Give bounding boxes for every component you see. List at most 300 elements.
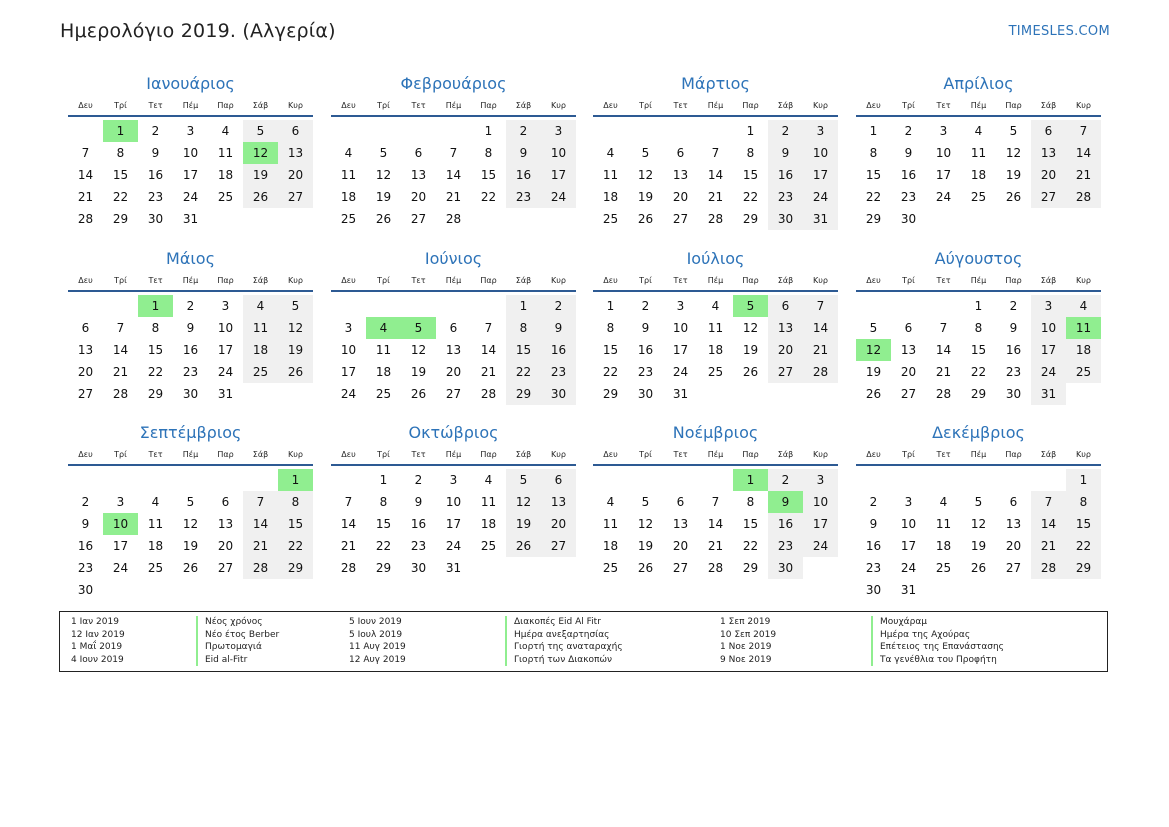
day-cell: 27 [77,387,94,401]
weekday-header [856,448,1101,466]
day-cell: 11 [243,317,278,339]
weekday-header [856,274,1101,292]
day-cell: 12 [410,343,427,357]
day-cell: 12 [742,321,759,335]
weekday-label: Τρί [114,101,127,110]
day-cell: 19 [865,365,882,379]
holiday-name: Μουχάραμ [871,616,927,629]
day-cell: 7 [116,321,125,335]
day-cell: 9 [904,146,913,160]
day-grid [331,120,576,230]
day-cell: 26 [742,365,759,379]
day-cell: 12 [182,517,199,531]
day-cell: 14 [112,343,129,357]
month-title: Μάρτιος [681,74,750,93]
month-title: Φεβρουάριος [400,74,507,93]
weekday-label: Κυρ [551,450,566,459]
day-cell: 18 [375,365,392,379]
day-cell: 24 [803,186,838,208]
day-cell: 13 [445,343,462,357]
day-cell: 11 [217,146,234,160]
weekday-header [856,99,1101,117]
day-cell: 17 [935,168,952,182]
day-cell: 25 [602,561,619,575]
day-cell: 25 [480,539,497,553]
day-cell: 24 [182,190,199,204]
weekday-label: Δευ [78,101,93,110]
day-cell: 20 [77,365,94,379]
empty-cell [593,469,628,491]
day-cell: 13 [672,168,689,182]
day-cell: 15 [742,168,759,182]
empty-cell [891,469,926,491]
day-cell: 22 [112,190,129,204]
day-cell: 24 [217,365,234,379]
day-cell: 10 [340,343,357,357]
day-cell: 2 [1009,299,1018,313]
day-cell: 5 [1009,124,1018,138]
day-cell: 8 [278,491,313,513]
weekday-label: Τετ [148,450,163,459]
holiday-date: 5 Ιουν 2019 [349,617,402,627]
day-grid [68,469,313,601]
empty-cell [436,295,471,317]
day-cell: 21 [707,190,724,204]
day-cell: 21 [243,535,278,557]
day-cell: 26 [1005,190,1022,204]
day-cell: 8 [379,495,388,509]
weekday-label: Κυρ [1076,101,1091,110]
day-cell: 3 [904,495,913,509]
day-cell: 28 [243,557,278,579]
day-cell: 9 [768,142,803,164]
holiday-day: 11 [1066,317,1101,339]
day-cell: 27 [672,212,689,226]
day-cell: 18 [217,168,234,182]
day-cell: 8 [484,146,493,160]
day-cell: 15 [147,343,164,357]
holiday-date: 1 Μαΐ 2019 [71,642,123,652]
weekday-label: Κυρ [813,450,828,459]
weekday-label: Τετ [936,450,951,459]
day-cell: 4 [606,146,615,160]
day-cell: 16 [768,164,803,186]
day-grid [856,120,1101,230]
weekday-label: Τρί [377,450,390,459]
month-calendar [856,248,1101,405]
day-cell: 19 [742,343,759,357]
day-cell: 11 [602,168,619,182]
day-cell: 20 [900,365,917,379]
day-cell: 14 [243,513,278,535]
month-calendar [68,73,313,230]
empty-cell [401,295,436,317]
day-cell: 3 [939,124,948,138]
weekday-header [593,99,838,117]
day-cell: 15 [506,339,541,361]
day-cell: 31 [900,583,917,597]
day-cell: 29 [602,387,619,401]
day-cell: 3 [1031,295,1066,317]
day-cell: 26 [637,561,654,575]
weekday-label: Πέμ [445,101,462,110]
day-cell: 17 [672,343,689,357]
day-cell: 24 [541,186,576,208]
day-cell: 14 [707,168,724,182]
day-cell: 27 [672,561,689,575]
holiday-day: 5 [401,317,436,339]
site-link[interactable]: TIMESLES.COM [1008,24,1110,39]
day-cell: 9 [869,517,878,531]
day-cell: 29 [970,387,987,401]
day-grid [593,120,838,230]
day-cell: 8 [1066,491,1101,513]
day-cell: 28 [707,561,724,575]
holiday-day: 5 [733,295,768,317]
day-cell: 28 [480,387,497,401]
day-cell: 15 [1066,513,1101,535]
day-cell: 29 [742,212,759,226]
day-cell: 21 [480,365,497,379]
day-cell: 18 [147,539,164,553]
day-cell: 14 [707,517,724,531]
day-cell: 24 [1031,361,1066,383]
empty-cell [366,295,401,317]
empty-cell [1031,469,1066,491]
weekday-label: Σάβ [1040,276,1057,285]
day-cell: 13 [278,142,313,164]
day-cell: 12 [970,517,987,531]
weekday-label: Τετ [148,276,163,285]
day-cell: 20 [672,539,689,553]
empty-cell [68,120,103,142]
weekday-label: Κυρ [1076,276,1091,285]
day-cell: 14 [77,168,94,182]
month-title: Νοέμβριος [672,423,759,442]
day-cell: 10 [803,142,838,164]
day-cell: 10 [445,495,462,509]
day-cell: 12 [278,317,313,339]
day-cell: 7 [449,146,458,160]
day-cell: 25 [375,387,392,401]
day-cell: 25 [970,190,987,204]
month-title: Απρίλιος [943,74,1014,93]
day-cell: 4 [1066,295,1101,317]
empty-cell [331,120,366,142]
day-cell: 14 [935,343,952,357]
day-cell: 10 [803,491,838,513]
day-cell: 7 [81,146,90,160]
holiday-name: Ημέρα της Αχούρας [871,629,970,642]
weekday-label: Δευ [78,450,93,459]
day-cell: 10 [1031,317,1066,339]
day-cell: 23 [768,186,803,208]
day-cell: 6 [221,495,230,509]
day-grid [593,295,838,405]
day-cell: 2 [768,469,803,491]
day-cell: 19 [970,539,987,553]
day-cell: 30 [637,387,654,401]
day-cell: 14 [1066,142,1101,164]
weekday-label: Τρί [114,450,127,459]
day-cell: 15 [375,517,392,531]
weekday-label: Τετ [411,101,426,110]
day-cell: 23 [865,561,882,575]
day-cell: 15 [112,168,129,182]
day-cell: 2 [151,124,160,138]
empty-cell [68,295,103,317]
day-cell: 25 [1066,361,1101,383]
weekday-label: Πέμ [182,450,199,459]
day-cell: 14 [445,168,462,182]
day-cell: 27 [541,535,576,557]
weekday-label: Κυρ [551,101,566,110]
empty-cell [471,295,506,317]
day-cell: 9 [186,321,195,335]
empty-cell [401,120,436,142]
day-cell: 24 [340,387,357,401]
weekday-label: Δευ [341,450,356,459]
day-cell: 1 [1066,469,1101,491]
day-cell: 21 [77,190,94,204]
day-cell: 22 [506,361,541,383]
day-cell: 26 [637,212,654,226]
month-calendar [593,248,838,405]
weekday-label: Τρί [902,276,915,285]
day-cell: 15 [602,343,619,357]
day-cell: 10 [541,142,576,164]
month-title: Οκτώβριος [408,423,499,442]
empty-cell [856,469,891,491]
day-cell: 26 [278,361,313,383]
holiday-date: 12 Ιαν 2019 [71,629,125,640]
weekday-label: Τρί [114,276,127,285]
day-cell: 1 [506,295,541,317]
day-cell: 24 [445,539,462,553]
day-cell: 6 [1031,120,1066,142]
weekday-label: Πέμ [445,450,462,459]
weekday-label: Κυρ [288,101,303,110]
day-cell: 8 [506,317,541,339]
weekday-label: Τετ [411,450,426,459]
day-cell: 1 [379,473,388,487]
day-cell: 12 [506,491,541,513]
day-cell: 16 [410,517,427,531]
holiday-name: Τα γενέθλια του Προφήτη [871,654,997,667]
weekday-label: Κυρ [288,276,303,285]
day-cell: 16 [768,513,803,535]
day-cell: 26 [243,186,278,208]
day-cell: 3 [541,120,576,142]
day-cell: 17 [217,343,234,357]
weekday-label: Σάβ [515,276,532,285]
day-cell: 11 [602,517,619,531]
holiday-name: Πρωτομαγιά [196,641,262,654]
holiday-day: 1 [138,295,173,317]
day-grid [68,295,313,405]
day-cell: 4 [151,495,160,509]
day-cell: 3 [676,299,685,313]
day-cell: 12 [637,168,654,182]
empty-cell [891,295,926,317]
weekday-label: Πέμ [970,450,987,459]
day-cell: 18 [243,339,278,361]
empty-cell [103,295,138,317]
day-cell: 29 [865,212,882,226]
day-cell: 19 [278,339,313,361]
weekday-label: Δευ [603,101,618,110]
weekday-label: Παρ [480,101,497,110]
weekday-label: Δευ [603,276,618,285]
day-cell: 13 [1005,517,1022,531]
day-cell: 24 [803,535,838,557]
day-cell: 30 [541,383,576,405]
day-cell: 2 [904,124,913,138]
day-cell: 13 [900,343,917,357]
day-cell: 6 [278,120,313,142]
weekday-label: Κυρ [1076,450,1091,459]
day-cell: 25 [707,365,724,379]
day-cell: 2 [81,495,90,509]
day-cell: 21 [1031,535,1066,557]
day-cell: 5 [869,321,878,335]
weekday-label: Σάβ [1040,101,1057,110]
day-cell: 16 [900,168,917,182]
weekday-label: Πέμ [970,276,987,285]
month-calendar [593,73,838,230]
month-calendar [331,422,576,579]
day-cell: 23 [541,361,576,383]
day-cell: 23 [410,539,427,553]
day-cell: 4 [221,124,230,138]
holiday-date: 10 Σεπ 2019 [720,629,777,640]
day-cell: 18 [480,517,497,531]
weekday-label: Κυρ [288,450,303,459]
day-cell: 29 [112,212,129,226]
holiday-name: Νέος χρόνος [196,616,262,629]
holiday-name: Επέτειος της Επανάστασης [871,641,1004,654]
weekday-label: Σάβ [252,450,269,459]
day-cell: 25 [217,190,234,204]
day-cell: 18 [1066,339,1101,361]
weekday-header [593,448,838,466]
day-cell: 9 [151,146,160,160]
day-cell: 10 [672,321,689,335]
weekday-label: Κυρ [551,276,566,285]
day-cell: 31 [803,208,838,230]
day-cell: 9 [1009,321,1018,335]
day-cell: 23 [506,186,541,208]
day-cell: 14 [480,343,497,357]
weekday-label: Σάβ [252,101,269,110]
day-cell: 17 [340,365,357,379]
empty-cell [208,469,243,491]
day-cell: 15 [742,517,759,531]
weekday-header [68,99,313,117]
day-cell: 9 [414,495,423,509]
day-cell: 8 [151,321,160,335]
day-cell: 1 [484,124,493,138]
weekday-label: Τετ [673,450,688,459]
day-cell: 25 [935,561,952,575]
page-title: Ημερολόγιο 2019. (Αλγερία) [60,20,336,42]
day-cell: 29 [147,387,164,401]
day-cell: 6 [414,146,423,160]
day-cell: 19 [1005,168,1022,182]
day-cell: 3 [803,120,838,142]
day-cell: 23 [77,561,94,575]
day-cell: 22 [278,535,313,557]
day-cell: 17 [803,164,838,186]
day-cell: 13 [217,517,234,531]
day-cell: 1 [869,124,878,138]
day-cell: 20 [445,365,462,379]
holiday-day: 1 [278,469,313,491]
day-cell: 16 [147,168,164,182]
empty-cell [138,469,173,491]
day-cell: 29 [375,561,392,575]
weekday-header [331,274,576,292]
empty-cell [663,469,698,491]
day-cell: 3 [803,469,838,491]
day-cell: 13 [672,517,689,531]
day-cell: 22 [375,539,392,553]
weekday-label: Παρ [1005,450,1022,459]
day-cell: 28 [707,212,724,226]
day-cell: 21 [803,339,838,361]
day-cell: 22 [865,190,882,204]
weekday-label: Πέμ [707,276,724,285]
day-cell: 19 [637,539,654,553]
empty-cell [698,120,733,142]
day-cell: 22 [742,539,759,553]
weekday-label: Τετ [673,276,688,285]
month-title: Σεπτέμβριος [139,423,242,442]
day-cell: 31 [182,212,199,226]
day-cell: 15 [278,513,313,535]
holiday-date: 1 Νοε 2019 [720,642,772,652]
empty-cell [331,295,366,317]
day-cell: 8 [869,146,878,160]
day-cell: 13 [77,343,94,357]
day-cell: 18 [935,539,952,553]
weekday-label: Σάβ [777,450,794,459]
day-cell: 11 [147,517,164,531]
day-cell: 6 [541,469,576,491]
weekday-label: Τρί [902,101,915,110]
day-cell: 23 [1005,365,1022,379]
day-cell: 14 [340,517,357,531]
weekday-label: Παρ [480,276,497,285]
day-grid [331,469,576,579]
day-cell: 11 [707,321,724,335]
month-calendar [856,73,1101,230]
empty-cell [698,469,733,491]
day-cell: 3 [116,495,125,509]
day-grid [856,295,1101,405]
weekday-label: Πέμ [970,101,987,110]
day-cell: 29 [1066,557,1101,579]
day-cell: 28 [1031,557,1066,579]
weekday-label: Τετ [673,101,688,110]
day-cell: 13 [768,317,803,339]
day-cell: 23 [900,190,917,204]
day-grid [856,469,1101,601]
day-cell: 29 [742,561,759,575]
day-cell: 17 [182,168,199,182]
empty-cell [628,120,663,142]
day-cell: 5 [974,495,983,509]
